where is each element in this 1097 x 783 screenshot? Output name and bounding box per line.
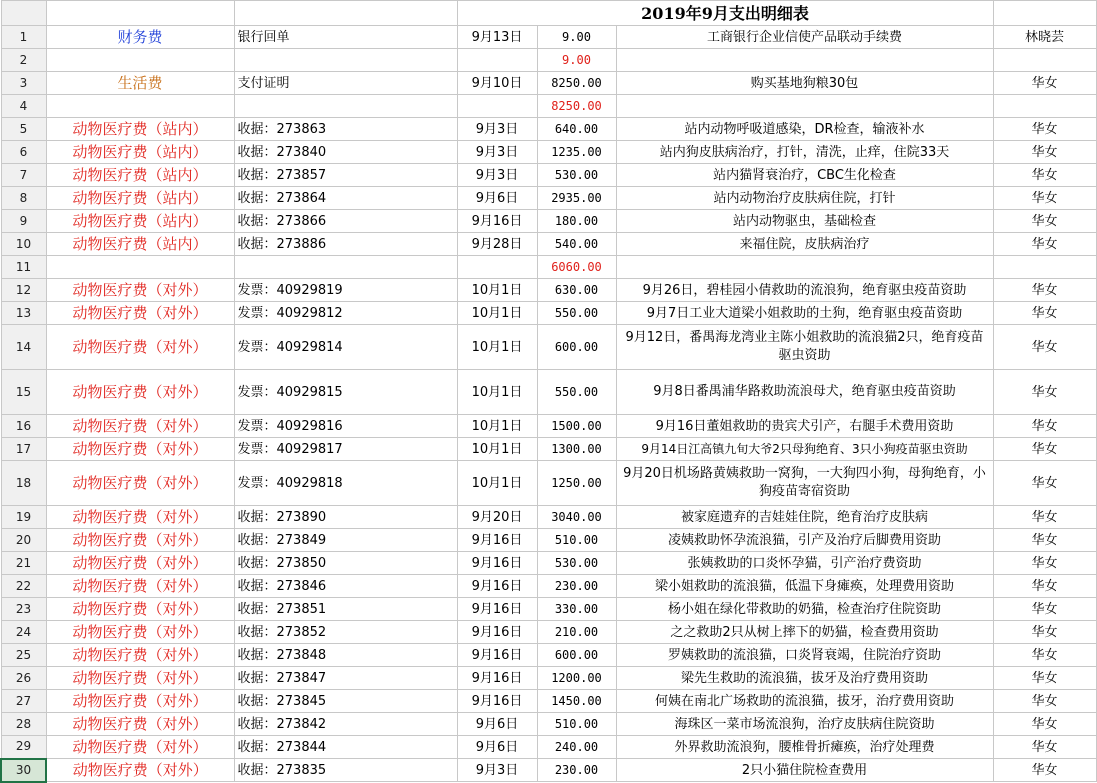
row-number[interactable]: 7: [1, 164, 46, 187]
amount-cell[interactable]: 600.00: [537, 325, 616, 370]
table-row: [1, 598, 1096, 621]
table-row: [1, 118, 1096, 141]
amount-cell[interactable]: 9.00: [537, 26, 616, 49]
category-cell[interactable]: 动物医疗费（站内）: [46, 210, 234, 233]
row-number[interactable]: 16: [1, 415, 46, 438]
row-number[interactable]: 30: [1, 759, 46, 782]
amount-cell[interactable]: 240.00: [537, 736, 616, 759]
description-cell[interactable]: [616, 49, 993, 72]
amount-cell[interactable]: 540.00: [537, 233, 616, 256]
document-cell[interactable]: 收据：273844: [234, 736, 457, 759]
table-row: [1, 279, 1096, 302]
category-cell[interactable]: 动物医疗费（对外）: [46, 621, 234, 644]
handler-cell[interactable]: [993, 49, 1096, 72]
table-row: [1, 621, 1096, 644]
table-row: [1, 164, 1096, 187]
corner-cell[interactable]: [1, 1, 46, 26]
table-row: [1, 759, 1096, 782]
category-cell[interactable]: 动物医疗费（对外）: [46, 506, 234, 529]
description-cell[interactable]: 罗姨救助的流浪猫，口炎肾衰竭，住院治疗资助: [616, 644, 993, 667]
document-cell[interactable]: 发票：40929812: [234, 302, 457, 325]
category-cell[interactable]: 动物医疗费（对外）: [46, 370, 234, 415]
category-cell[interactable]: 动物医疗费（对外）: [46, 598, 234, 621]
table-row: [1, 95, 1096, 118]
date-cell[interactable]: 9月16日: [457, 621, 537, 644]
title-cell-pad-left2[interactable]: [234, 1, 457, 26]
date-cell[interactable]: 9月16日: [457, 575, 537, 598]
handler-cell[interactable]: 华女: [993, 118, 1096, 141]
handler-cell[interactable]: 华女: [993, 141, 1096, 164]
description-cell[interactable]: 站内动物呼吸道感染，DR检查，输液补水: [616, 118, 993, 141]
amount-cell[interactable]: 530.00: [537, 164, 616, 187]
document-cell[interactable]: 发票：40929814: [234, 325, 457, 370]
date-cell[interactable]: 9月13日: [457, 26, 537, 49]
row-number[interactable]: 20: [1, 529, 46, 552]
category-cell[interactable]: 财务费: [46, 26, 234, 49]
subtotal-cell[interactable]: 6060.00: [537, 256, 616, 279]
document-cell[interactable]: 发票：40929816: [234, 415, 457, 438]
description-cell[interactable]: 海珠区一菜市场流浪狗，治疗皮肤病住院资助: [616, 713, 993, 736]
description-cell[interactable]: 工商银行企业信使产品联动手续费: [616, 26, 993, 49]
row-number[interactable]: 13: [1, 302, 46, 325]
description-cell[interactable]: 9月14日江高镇九旬大爷2只母狗绝育、3只小狗疫苗驱虫资助: [616, 438, 993, 461]
document-cell[interactable]: [234, 95, 457, 118]
category-cell[interactable]: 动物医疗费（对外）: [46, 644, 234, 667]
category-cell[interactable]: 动物医疗费（站内）: [46, 187, 234, 210]
category-cell[interactable]: 动物医疗费（站内）: [46, 233, 234, 256]
amount-cell[interactable]: 510.00: [537, 529, 616, 552]
amount-cell[interactable]: 8250.00: [537, 72, 616, 95]
date-cell[interactable]: 9月16日: [457, 210, 537, 233]
document-cell[interactable]: 发票：40929818: [234, 461, 457, 506]
handler-cell[interactable]: 林晓芸: [993, 26, 1096, 49]
description-cell[interactable]: 杨小姐在绿化带救助的奶猫，检查治疗住院资助: [616, 598, 993, 621]
description-cell[interactable]: 购买基地狗粮30包: [616, 72, 993, 95]
date-cell[interactable]: 9月6日: [457, 736, 537, 759]
subtotal-cell[interactable]: 8250.00: [537, 95, 616, 118]
handler-cell[interactable]: [993, 95, 1096, 118]
document-cell[interactable]: 发票：40929815: [234, 370, 457, 415]
category-cell[interactable]: 动物医疗费（对外）: [46, 415, 234, 438]
description-cell[interactable]: 凌姨救助怀孕流浪猫，引产及治疗后脚费用资助: [616, 529, 993, 552]
amount-cell[interactable]: 600.00: [537, 644, 616, 667]
description-cell[interactable]: 张姨救助的口炎怀孕猫，引产治疗费资助: [616, 552, 993, 575]
document-cell[interactable]: 收据：273866: [234, 210, 457, 233]
document-cell[interactable]: 收据：273847: [234, 667, 457, 690]
category-cell[interactable]: [46, 95, 234, 118]
date-cell[interactable]: 10月1日: [457, 415, 537, 438]
date-cell[interactable]: 9月3日: [457, 164, 537, 187]
description-cell[interactable]: 9月26日，碧桂园小倩救助的流浪狗，绝育驱虫疫苗资助: [616, 279, 993, 302]
amount-cell[interactable]: 330.00: [537, 598, 616, 621]
category-cell[interactable]: 动物医疗费（对外）: [46, 736, 234, 759]
handler-cell[interactable]: 华女: [993, 302, 1096, 325]
amount-cell[interactable]: 1250.00: [537, 461, 616, 506]
table-row: [1, 506, 1096, 529]
row-number[interactable]: 26: [1, 667, 46, 690]
table-row: [1, 644, 1096, 667]
sheet-title[interactable]: 2019年9月支出明细表: [457, 1, 993, 26]
handler-cell[interactable]: 华女: [993, 552, 1096, 575]
date-cell[interactable]: 10月1日: [457, 325, 537, 370]
document-cell[interactable]: 收据：273863: [234, 118, 457, 141]
date-cell[interactable]: 10月1日: [457, 302, 537, 325]
handler-cell[interactable]: 华女: [993, 233, 1096, 256]
table-row: [1, 529, 1096, 552]
amount-cell[interactable]: 630.00: [537, 279, 616, 302]
amount-cell[interactable]: 3040.00: [537, 506, 616, 529]
title-row: [1, 1, 1096, 26]
handler-cell[interactable]: 华女: [993, 759, 1096, 782]
row-number[interactable]: 28: [1, 713, 46, 736]
description-cell[interactable]: 被家庭遗弃的吉娃娃住院，绝育治疗皮肤病: [616, 506, 993, 529]
date-cell[interactable]: 10月1日: [457, 279, 537, 302]
amount-cell[interactable]: 530.00: [537, 552, 616, 575]
handler-cell[interactable]: 华女: [993, 667, 1096, 690]
date-cell[interactable]: 9月10日: [457, 72, 537, 95]
handler-cell[interactable]: 华女: [993, 415, 1096, 438]
description-cell[interactable]: 梁先生救助的流浪猫，拔牙及治疗费用资助: [616, 667, 993, 690]
category-cell[interactable]: 动物医疗费（站内）: [46, 118, 234, 141]
row-number[interactable]: 17: [1, 438, 46, 461]
handler-cell[interactable]: 华女: [993, 279, 1096, 302]
row-number[interactable]: 2: [1, 49, 46, 72]
row-number[interactable]: 12: [1, 279, 46, 302]
table-row: [1, 438, 1096, 461]
date-cell[interactable]: 10月1日: [457, 438, 537, 461]
table-row: [1, 461, 1096, 506]
row-number[interactable]: 21: [1, 552, 46, 575]
handler-cell[interactable]: 华女: [993, 164, 1096, 187]
table-row: [1, 667, 1096, 690]
date-cell[interactable]: 9月16日: [457, 644, 537, 667]
category-cell[interactable]: [46, 256, 234, 279]
date-cell[interactable]: 9月16日: [457, 667, 537, 690]
description-cell[interactable]: 之之救助2只从树上摔下的奶猫，检查费用资助: [616, 621, 993, 644]
date-cell[interactable]: 9月20日: [457, 506, 537, 529]
category-cell[interactable]: 动物医疗费（对外）: [46, 759, 234, 782]
document-cell[interactable]: 发票：40929819: [234, 279, 457, 302]
table-row: [1, 210, 1096, 233]
description-cell[interactable]: 9月8日番禺浦华路救助流浪母犬，绝育驱虫疫苗资助: [616, 370, 993, 415]
row-number[interactable]: 1: [1, 26, 46, 49]
handler-cell[interactable]: 华女: [993, 644, 1096, 667]
row-number[interactable]: 29: [1, 736, 46, 759]
handler-cell[interactable]: 华女: [993, 325, 1096, 370]
document-cell[interactable]: 收据：273886: [234, 233, 457, 256]
table-row: [1, 141, 1096, 164]
document-cell[interactable]: [234, 49, 457, 72]
amount-cell[interactable]: 550.00: [537, 302, 616, 325]
category-cell[interactable]: [46, 49, 234, 72]
table-row: [1, 552, 1096, 575]
table-row: [1, 575, 1096, 598]
table-row: [1, 49, 1096, 72]
handler-cell[interactable]: 华女: [993, 370, 1096, 415]
date-cell[interactable]: [457, 95, 537, 118]
row-number[interactable]: 22: [1, 575, 46, 598]
date-cell[interactable]: 10月1日: [457, 461, 537, 506]
category-cell[interactable]: 动物医疗费（对外）: [46, 529, 234, 552]
table-row: [1, 256, 1096, 279]
category-cell[interactable]: 动物医疗费（对外）: [46, 302, 234, 325]
table-row: [1, 302, 1096, 325]
description-cell[interactable]: [616, 95, 993, 118]
category-cell[interactable]: 动物医疗费（对外）: [46, 667, 234, 690]
handler-cell[interactable]: 华女: [993, 438, 1096, 461]
amount-cell[interactable]: 1200.00: [537, 667, 616, 690]
document-cell[interactable]: 收据：273890: [234, 506, 457, 529]
document-cell[interactable]: 收据：273857: [234, 164, 457, 187]
subtotal-cell[interactable]: 9.00: [537, 49, 616, 72]
row-number[interactable]: 3: [1, 72, 46, 95]
description-cell[interactable]: 外界救助流浪狗，腰椎骨折瘫痪，治疗处理费: [616, 736, 993, 759]
amount-cell[interactable]: 230.00: [537, 575, 616, 598]
date-cell[interactable]: 9月16日: [457, 552, 537, 575]
document-cell[interactable]: 收据：273848: [234, 644, 457, 667]
table-row: [1, 415, 1096, 438]
category-cell[interactable]: 动物医疗费（站内）: [46, 141, 234, 164]
document-cell[interactable]: 收据：273840: [234, 141, 457, 164]
amount-cell[interactable]: 640.00: [537, 118, 616, 141]
document-cell[interactable]: 收据：273864: [234, 187, 457, 210]
description-cell[interactable]: 9月20日机场路黄姨救助一窝狗，一大狗四小狗，母狗绝育，小狗疫苗寄宿资助: [616, 461, 993, 506]
document-cell[interactable]: 收据：273851: [234, 598, 457, 621]
handler-cell[interactable]: 华女: [993, 736, 1096, 759]
description-cell[interactable]: 梁小姐救助的流浪猫，低温下身瘫痪，处理费用资助: [616, 575, 993, 598]
date-cell[interactable]: 9月3日: [457, 759, 537, 782]
handler-cell[interactable]: 华女: [993, 713, 1096, 736]
description-cell[interactable]: 来福住院，皮肤病治疗: [616, 233, 993, 256]
handler-cell[interactable]: 华女: [993, 210, 1096, 233]
description-cell[interactable]: 站内动物驱虫，基础检查: [616, 210, 993, 233]
amount-cell[interactable]: 1235.00: [537, 141, 616, 164]
table-row: [1, 187, 1096, 210]
date-cell[interactable]: 9月28日: [457, 233, 537, 256]
document-cell[interactable]: 支付证明: [234, 72, 457, 95]
amount-cell[interactable]: 1300.00: [537, 438, 616, 461]
document-cell[interactable]: 收据：273850: [234, 552, 457, 575]
amount-cell[interactable]: 510.00: [537, 713, 616, 736]
handler-cell[interactable]: 华女: [993, 461, 1096, 506]
document-cell[interactable]: [234, 256, 457, 279]
handler-cell[interactable]: 华女: [993, 72, 1096, 95]
handler-cell[interactable]: 华女: [993, 529, 1096, 552]
table-row: [1, 26, 1096, 49]
description-cell[interactable]: [616, 256, 993, 279]
table-row: [1, 72, 1096, 95]
row-number[interactable]: 9: [1, 210, 46, 233]
category-cell[interactable]: 动物医疗费（对外）: [46, 690, 234, 713]
amount-cell[interactable]: 210.00: [537, 621, 616, 644]
table-row: [1, 370, 1096, 415]
handler-cell[interactable]: 华女: [993, 621, 1096, 644]
date-cell[interactable]: [457, 256, 537, 279]
date-cell[interactable]: 9月3日: [457, 118, 537, 141]
date-cell[interactable]: 9月3日: [457, 141, 537, 164]
description-cell[interactable]: 2只小猫住院检查费用: [616, 759, 993, 782]
title-cell-pad-right[interactable]: [993, 1, 1096, 26]
category-cell[interactable]: 动物医疗费（对外）: [46, 325, 234, 370]
document-cell[interactable]: 收据：273846: [234, 575, 457, 598]
row-number[interactable]: 25: [1, 644, 46, 667]
row-number[interactable]: 18: [1, 461, 46, 506]
handler-cell[interactable]: 华女: [993, 690, 1096, 713]
date-cell[interactable]: 9月6日: [457, 713, 537, 736]
row-number[interactable]: 11: [1, 256, 46, 279]
row-number[interactable]: 8: [1, 187, 46, 210]
row-number[interactable]: 6: [1, 141, 46, 164]
description-cell[interactable]: 站内猫肾衰治疗，CBC生化检查: [616, 164, 993, 187]
row-number[interactable]: 4: [1, 95, 46, 118]
document-cell[interactable]: 发票：40929817: [234, 438, 457, 461]
table-row: [1, 690, 1096, 713]
date-cell[interactable]: 9月16日: [457, 598, 537, 621]
date-cell[interactable]: [457, 49, 537, 72]
handler-cell[interactable]: 华女: [993, 598, 1096, 621]
row-number[interactable]: 5: [1, 118, 46, 141]
description-cell[interactable]: 何姨在南北广场救助的流浪猫，拔牙，治疗费用资助: [616, 690, 993, 713]
handler-cell[interactable]: [993, 256, 1096, 279]
amount-cell[interactable]: 550.00: [537, 370, 616, 415]
table-row: [1, 736, 1096, 759]
category-cell[interactable]: 动物医疗费（对外）: [46, 438, 234, 461]
category-cell[interactable]: 动物医疗费（对外）: [46, 713, 234, 736]
category-cell[interactable]: 动物医疗费（站内）: [46, 164, 234, 187]
document-cell[interactable]: 收据：273852: [234, 621, 457, 644]
title-cell-pad-left[interactable]: [46, 1, 234, 26]
row-number[interactable]: 15: [1, 370, 46, 415]
category-cell[interactable]: 动物医疗费（对外）: [46, 575, 234, 598]
date-cell[interactable]: 9月16日: [457, 690, 537, 713]
date-cell[interactable]: 10月1日: [457, 370, 537, 415]
handler-cell[interactable]: 华女: [993, 187, 1096, 210]
description-cell[interactable]: 9月7日工业大道梁小姐救助的土狗，绝育驱虫疫苗资助: [616, 302, 993, 325]
category-cell[interactable]: 动物医疗费（对外）: [46, 461, 234, 506]
document-cell[interactable]: 银行回单: [234, 26, 457, 49]
document-cell[interactable]: 收据：273835: [234, 759, 457, 782]
document-cell[interactable]: 收据：273842: [234, 713, 457, 736]
amount-cell[interactable]: 1500.00: [537, 415, 616, 438]
description-cell[interactable]: 站内动物治疗皮肤病住院，打针: [616, 187, 993, 210]
document-cell[interactable]: 收据：273845: [234, 690, 457, 713]
handler-cell[interactable]: 华女: [993, 506, 1096, 529]
amount-cell[interactable]: 2935.00: [537, 187, 616, 210]
row-number[interactable]: 27: [1, 690, 46, 713]
row-number[interactable]: 23: [1, 598, 46, 621]
description-cell[interactable]: 站内狗皮肤病治疗，打针，清洗，止痒，住院33天: [616, 141, 993, 164]
table-row: [1, 233, 1096, 256]
amount-cell[interactable]: 180.00: [537, 210, 616, 233]
date-cell[interactable]: 9月6日: [457, 187, 537, 210]
row-number[interactable]: 19: [1, 506, 46, 529]
description-cell[interactable]: 9月16日董姐救助的贵宾犬引产，右腿手术费用资助: [616, 415, 993, 438]
category-cell[interactable]: 动物医疗费（对外）: [46, 279, 234, 302]
category-cell[interactable]: 生活费: [46, 72, 234, 95]
amount-cell[interactable]: 1450.00: [537, 690, 616, 713]
category-cell[interactable]: 动物医疗费（对外）: [46, 552, 234, 575]
row-number[interactable]: 14: [1, 325, 46, 370]
handler-cell[interactable]: 华女: [993, 575, 1096, 598]
description-cell[interactable]: 9月12日，番禺海龙湾业主陈小姐救助的流浪猫2只，绝育疫苗驱虫资助: [616, 325, 993, 370]
amount-cell[interactable]: 230.00: [537, 759, 616, 782]
date-cell[interactable]: 9月16日: [457, 529, 537, 552]
row-number[interactable]: 10: [1, 233, 46, 256]
document-cell[interactable]: 收据：273849: [234, 529, 457, 552]
row-number[interactable]: 24: [1, 621, 46, 644]
table-row: [1, 325, 1096, 370]
table-row: [1, 713, 1096, 736]
